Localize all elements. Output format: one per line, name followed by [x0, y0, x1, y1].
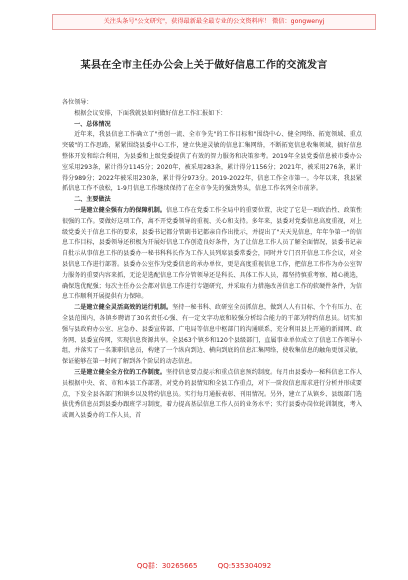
section-heading: 二、主要做法 — [74, 196, 111, 204]
point2-paragraph — [62, 303, 362, 368]
section1-paragraph: 近年来，我县信息工作确立了"勇创一流、全市争先"的工作目标和"围绕中心、健全网络、拓宽领域、重点突破"的工作思路，紧紧围绕县委中心工作，建立快速灵敏的信息汇集网络，不断拓宽信息收集领域，搞好信息整体开发和综合利用，为县委和上级党委提供了有效的智力服务和决策参考。2019年全县党委信息被市委办公室采用293条，累计得分1145分；2020年，被采用283条，累计得分1156分；2021年，被采用276条，累计得分989分；2022年被采用230条，累计得分973分。2019-2022年，信息工作全市第一。今年以来，我县紧抓信息工作不放松，1-9月信息工作继续保持了在全市争先的强劲势头，信息工作名列全市前茅。 — [62, 131, 362, 193]
point1-paragraph — [62, 206, 362, 303]
point1-title: 一是建立健全强有力的保障机制。 — [74, 206, 166, 214]
intro-paragraph: 根据会议安排，下面我就县如何做好信息工作汇报如下： — [74, 109, 227, 117]
header-banner: 关注头条号"公文研究"，获得最新最全最专业的公文资料库！ 微信：gongwenyj — [52, 14, 376, 30]
footer-qq: QQ:535304092 — [217, 562, 272, 570]
salutation: 各位领导： — [62, 99, 93, 106]
point3-title: 三是建立健全全方位的工作制度。 — [74, 368, 166, 376]
point3-paragraph — [62, 368, 362, 422]
document-body — [62, 98, 362, 422]
point3-body: 坚持信息要点提示和重点信息预约制度。每月由县委办一秘科信息工作人员根据中央、省、市和本县工作部署，对党办的县情知和全县工作重点，对下一阶段信息需求进行分析并形成要点，下发全县各部门和镇乡以及特约信息员。实行每月通报表彰、刊用情况。另外，建立了从镇乡、县级部门选拔优秀信息员到县委办跟班学习制度，着力提高基层信息工作人员的业务水平；实行县委办岗位轮训制度，考入或调入县委办的工作人员，首 — [62, 368, 362, 420]
document-title: 某县在全市主任办公会上关于做好信息工作的交流发言 — [80, 60, 328, 71]
footer-contact — [0, 561, 408, 571]
section-heading: 一、总体情况 — [74, 120, 111, 128]
footer-qq-group: QQ群：30265665 — [136, 562, 198, 570]
point2-title: 二是建立健全灵活高效的运行机制。 — [74, 304, 173, 312]
point2-body: 坚持一秘书科、政研室全员抓信息，做到人人有目标、个个有压力、在全县范围内，各镇乡聘请了30名责任心强、有一定文字功底和较强分析综合能力的干部为特约信息员。切实加强与县政府办公室、应急办、县委宣传部、广电局等信息中枢部门的沟通联系，充分利用县上开通的新闻网、政务网、县委宣传网，实现信息资源共享。全县63个镇乡和120个县级部门，直属事业单位成立了信息工作领导小组，并落实了一名兼职信息员，构建了一个纵向到边、横向到底的信息汇集网络，使收集信息的触角更加灵敏，保证能够在第一时间了解到各个阶层的动态信息。 — [62, 304, 362, 366]
point1-body: 信息工作在党委工作全局中的重要位置，决定了它是一项政治性、政策性很强的工作。要做好这项工作，离不开党委领导的重视、关心和支持。多年来，县委对党委信息高度重视，对上级党委关于信息工作的要求，县委书记都分管副书记都亲自作出批示，并提出了"天天见信息，年年争第一"的信息工作目标，县委领导还积极为开展好信息工作创造良好条件，为了让信息工作人员了解全面情况，县委书记亲自批示从事信息工作的县委办一秘书科科长作为工作人员列席县委常委会，同时并专门召开信息工作会议，对全县信息工作进行部署。县委办公室作为党委信息的承办单位，更是高度重视信息工作，把信息工作作为办公室智力服务的重要内容来抓，无论是选配信息工作分管领导还是科长、具体工作人员，都坚持慎重考察、精心挑选，确保选优配强；每次主任办公会都对信息工作进行专题研究，并采取有力措施改善信息工作的软硬件条件，为信息工作顺利开展提供有力保障。 — [62, 206, 362, 301]
